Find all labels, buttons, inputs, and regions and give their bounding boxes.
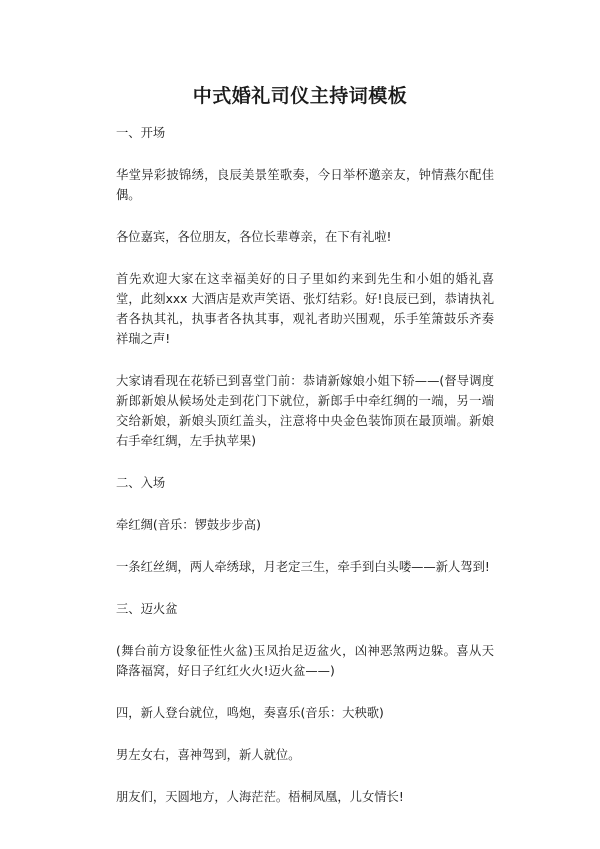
- paragraph: 首先欢迎大家在这幸福美好的日子里如约来到先生和小姐的婚礼喜堂，此刻xxx 大酒店是欢声笑语、张灯结彩。好!良辰已到，恭请执礼者各执其礼，执事者各执其事，观礼者助兴围观，乐手笙箫鼓乐齐奏祥瑞之声!: [116, 272, 494, 346]
- section-heading-opening: 一、开场: [116, 126, 166, 140]
- section-heading-stage: 四，新人登台就位，鸣炮，奏喜乐(音乐：大秧歌): [116, 706, 384, 720]
- paragraph: 一条红丝绸，两人牵绣球，月老定三生，牵手到白头喽——新人驾到!: [116, 560, 490, 574]
- paragraph: 各位嘉宾，各位朋友，各位长辈尊亲，在下有礼啦!: [116, 230, 392, 244]
- paragraph: 朋友们，天圆地方，人海茫茫。梧桐凤凰，儿女情长!: [116, 790, 404, 804]
- section-heading-fire-basin: 三、迈火盆: [116, 602, 178, 616]
- document-title: 中式婚礼司仪主持词模板: [192, 85, 408, 107]
- paragraph: (舞台前方设象征性火盆)玉凤抬足迈盆火，凶神恶煞两边躲。喜从天降落福窝，好日子红红火火!迈火盆——): [116, 644, 494, 678]
- paragraph: 牵红绸(音乐：锣鼓步步高): [116, 518, 261, 532]
- document-body: [116, 123, 494, 807]
- paragraph: 大家请看现在花轿已到喜堂门前：恭请新嫁娘小姐下轿——(督导调度新郎新娘从候场处走到花门下就位，新郎手中牵红绸的一端，另一端交给新娘，新娘头顶红盖头，注意将中央金色装饰顶在最顶端。新娘右手牵红绸，左手执苹果): [116, 374, 494, 448]
- paragraph: 男左女右，喜神驾到，新人就位。: [116, 748, 301, 762]
- section-heading-entrance: 二、入场: [116, 476, 166, 490]
- paragraph: 华堂异彩披锦绣，良辰美景笙歌奏，今日举杯邀亲友，钟情燕尔配佳偶。: [116, 168, 494, 202]
